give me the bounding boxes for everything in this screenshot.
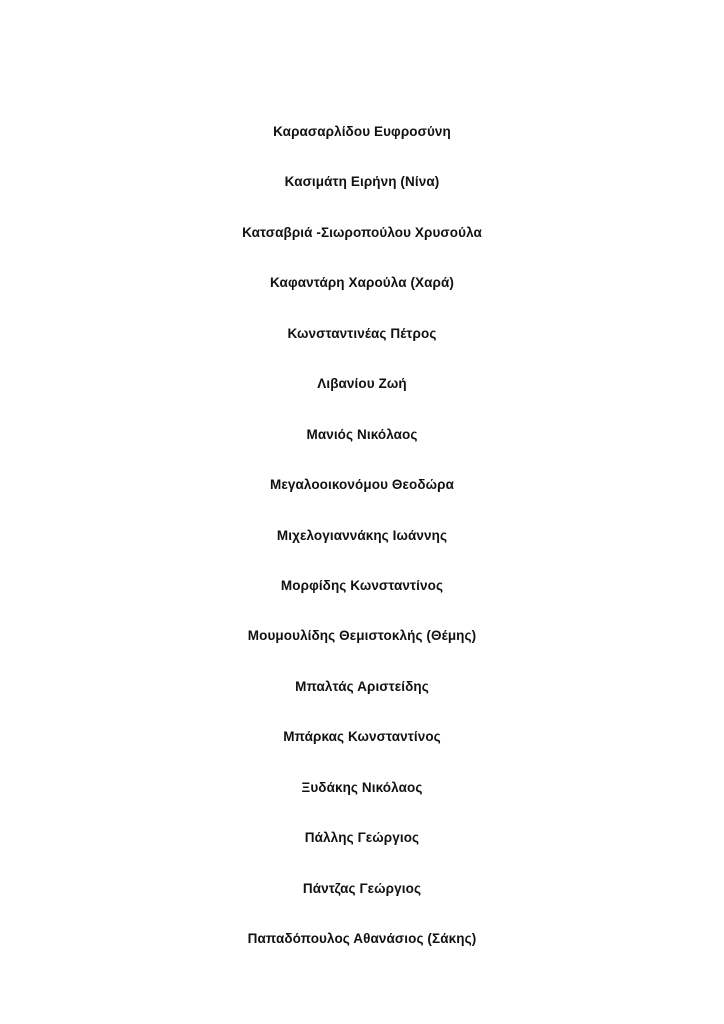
- list-item: Μορφίδης Κωνσταντίνος: [280, 577, 444, 593]
- list-item: Κασιμάτη Ειρήνη (Νίνα): [284, 174, 440, 190]
- list-item: Καρασαρλίδου Ευφροσύνη: [273, 124, 451, 139]
- list-item: Μεγαλοοικονόμου Θεοδώρα: [270, 477, 454, 493]
- name-list: [0, 119, 724, 976]
- list-item: Μπαλτάς Αριστείδης: [295, 678, 429, 694]
- list-item: Μιχελογιαννάκης Ιωάννης: [276, 527, 448, 543]
- list-item: Πάλλης Γεώργιος: [304, 830, 420, 846]
- list-item: Λιβανίου Ζωή: [317, 376, 407, 392]
- list-item: Κατσαβριά -Σιωροπούλου Χρυσούλα: [242, 224, 482, 240]
- list-item: Μουμουλίδης Θεμιστοκλής (Θέμης): [247, 628, 477, 644]
- list-item: Μανιός Νικόλαος: [306, 426, 418, 442]
- list-item: Κωνσταντινέας Πέτρος: [287, 325, 437, 341]
- list-item: Καφαντάρη Χαρούλα (Χαρά): [270, 275, 454, 291]
- list-item: Ξυδάκης Νικόλαος: [301, 779, 423, 795]
- list-item: Μπάρκας Κωνσταντίνος: [283, 729, 441, 745]
- list-item: Πάντζας Γεώργιος: [302, 880, 422, 896]
- list-item: Παπαδόπουλος Αθανάσιος (Σάκης): [247, 931, 477, 946]
